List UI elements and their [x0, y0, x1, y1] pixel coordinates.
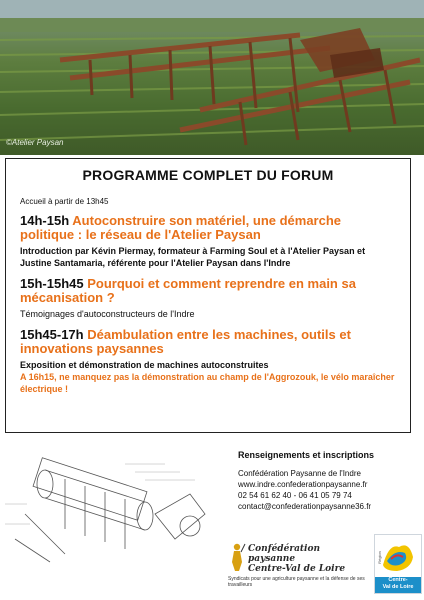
region-logo: [374, 534, 422, 594]
accueil-text: Accueil à partir de 13h45: [20, 197, 109, 206]
photo-credit: ©Atelier Paysan: [6, 138, 64, 147]
slot-heading: [20, 277, 396, 305]
technical-drawing: [5, 444, 223, 570]
contact-block: [238, 450, 418, 512]
slot-time: 15h-15h45: [20, 276, 84, 291]
slot-description: Exposition et démonstration de machines autoconstruites: [20, 360, 269, 370]
slot-title: Pourquoi et comment reprendre en main sa mécanisation ?: [20, 276, 356, 305]
confederation-logo: [228, 540, 368, 592]
programme-box: [5, 158, 411, 433]
slot-3: [20, 328, 396, 395]
contact-organization: Confédération Paysanne de l'Indre: [238, 469, 361, 478]
contact-heading: Renseignements et inscriptions: [238, 450, 375, 460]
region-emblem-icon: [375, 535, 421, 577]
region-side-text: Région: [376, 551, 382, 564]
confederation-name: [248, 544, 368, 574]
confederation-name-line1: Confédération paysanne: [248, 544, 321, 564]
contact-email[interactable]: contact@confederationpaysanne36.fr: [238, 502, 372, 511]
slot-2: [20, 277, 396, 320]
confederation-name-line2: Centre-Val de Loire: [248, 564, 346, 574]
slot-1: [20, 214, 396, 269]
confederation-tagline: Syndicats pour une agriculture paysanne et la défense de ses travailleurs: [228, 576, 365, 588]
slot-time: 15h45-17h: [20, 327, 84, 342]
slot-highlight: A 16h15, ne manquez pas la démonstration au champ de l'Aggrozouk, le vélo maraîcher électrique !: [20, 372, 395, 394]
slot-description: Introduction par Kévin Piermay, formateur à Farming Soul et à l'Atelier Paysan et Justine Santamaria, référente pour l'Atelier Paysan dans l'Indre: [20, 246, 366, 268]
programme-title: PROGRAMME COMPLET DU FORUM: [82, 167, 334, 183]
farmer-icon: [228, 542, 246, 572]
slot-title: Autoconstruire son matériel, une démarche politique : le réseau de l'Atelier Paysan: [20, 213, 342, 242]
region-label: [375, 577, 421, 593]
slot-heading: [20, 328, 396, 356]
region-label-line2: Val de Loire: [382, 584, 414, 590]
header-photo: [0, 0, 424, 155]
contact-phones: 02 54 61 62 40 - 06 41 05 79 74: [238, 491, 352, 500]
slot-description: Témoignages d'autoconstructeurs de l'Indre: [20, 309, 195, 319]
machinery-illustration: [0, 0, 424, 155]
contact-website[interactable]: www.indre.confederationpaysanne.fr: [238, 480, 368, 489]
slot-time: 14h-15h: [20, 213, 70, 228]
slot-heading: [20, 214, 396, 242]
region-label-line1: Centre-: [388, 577, 408, 583]
slot-title: Déambulation entre les machines, outils et innovations paysannes: [20, 327, 351, 356]
